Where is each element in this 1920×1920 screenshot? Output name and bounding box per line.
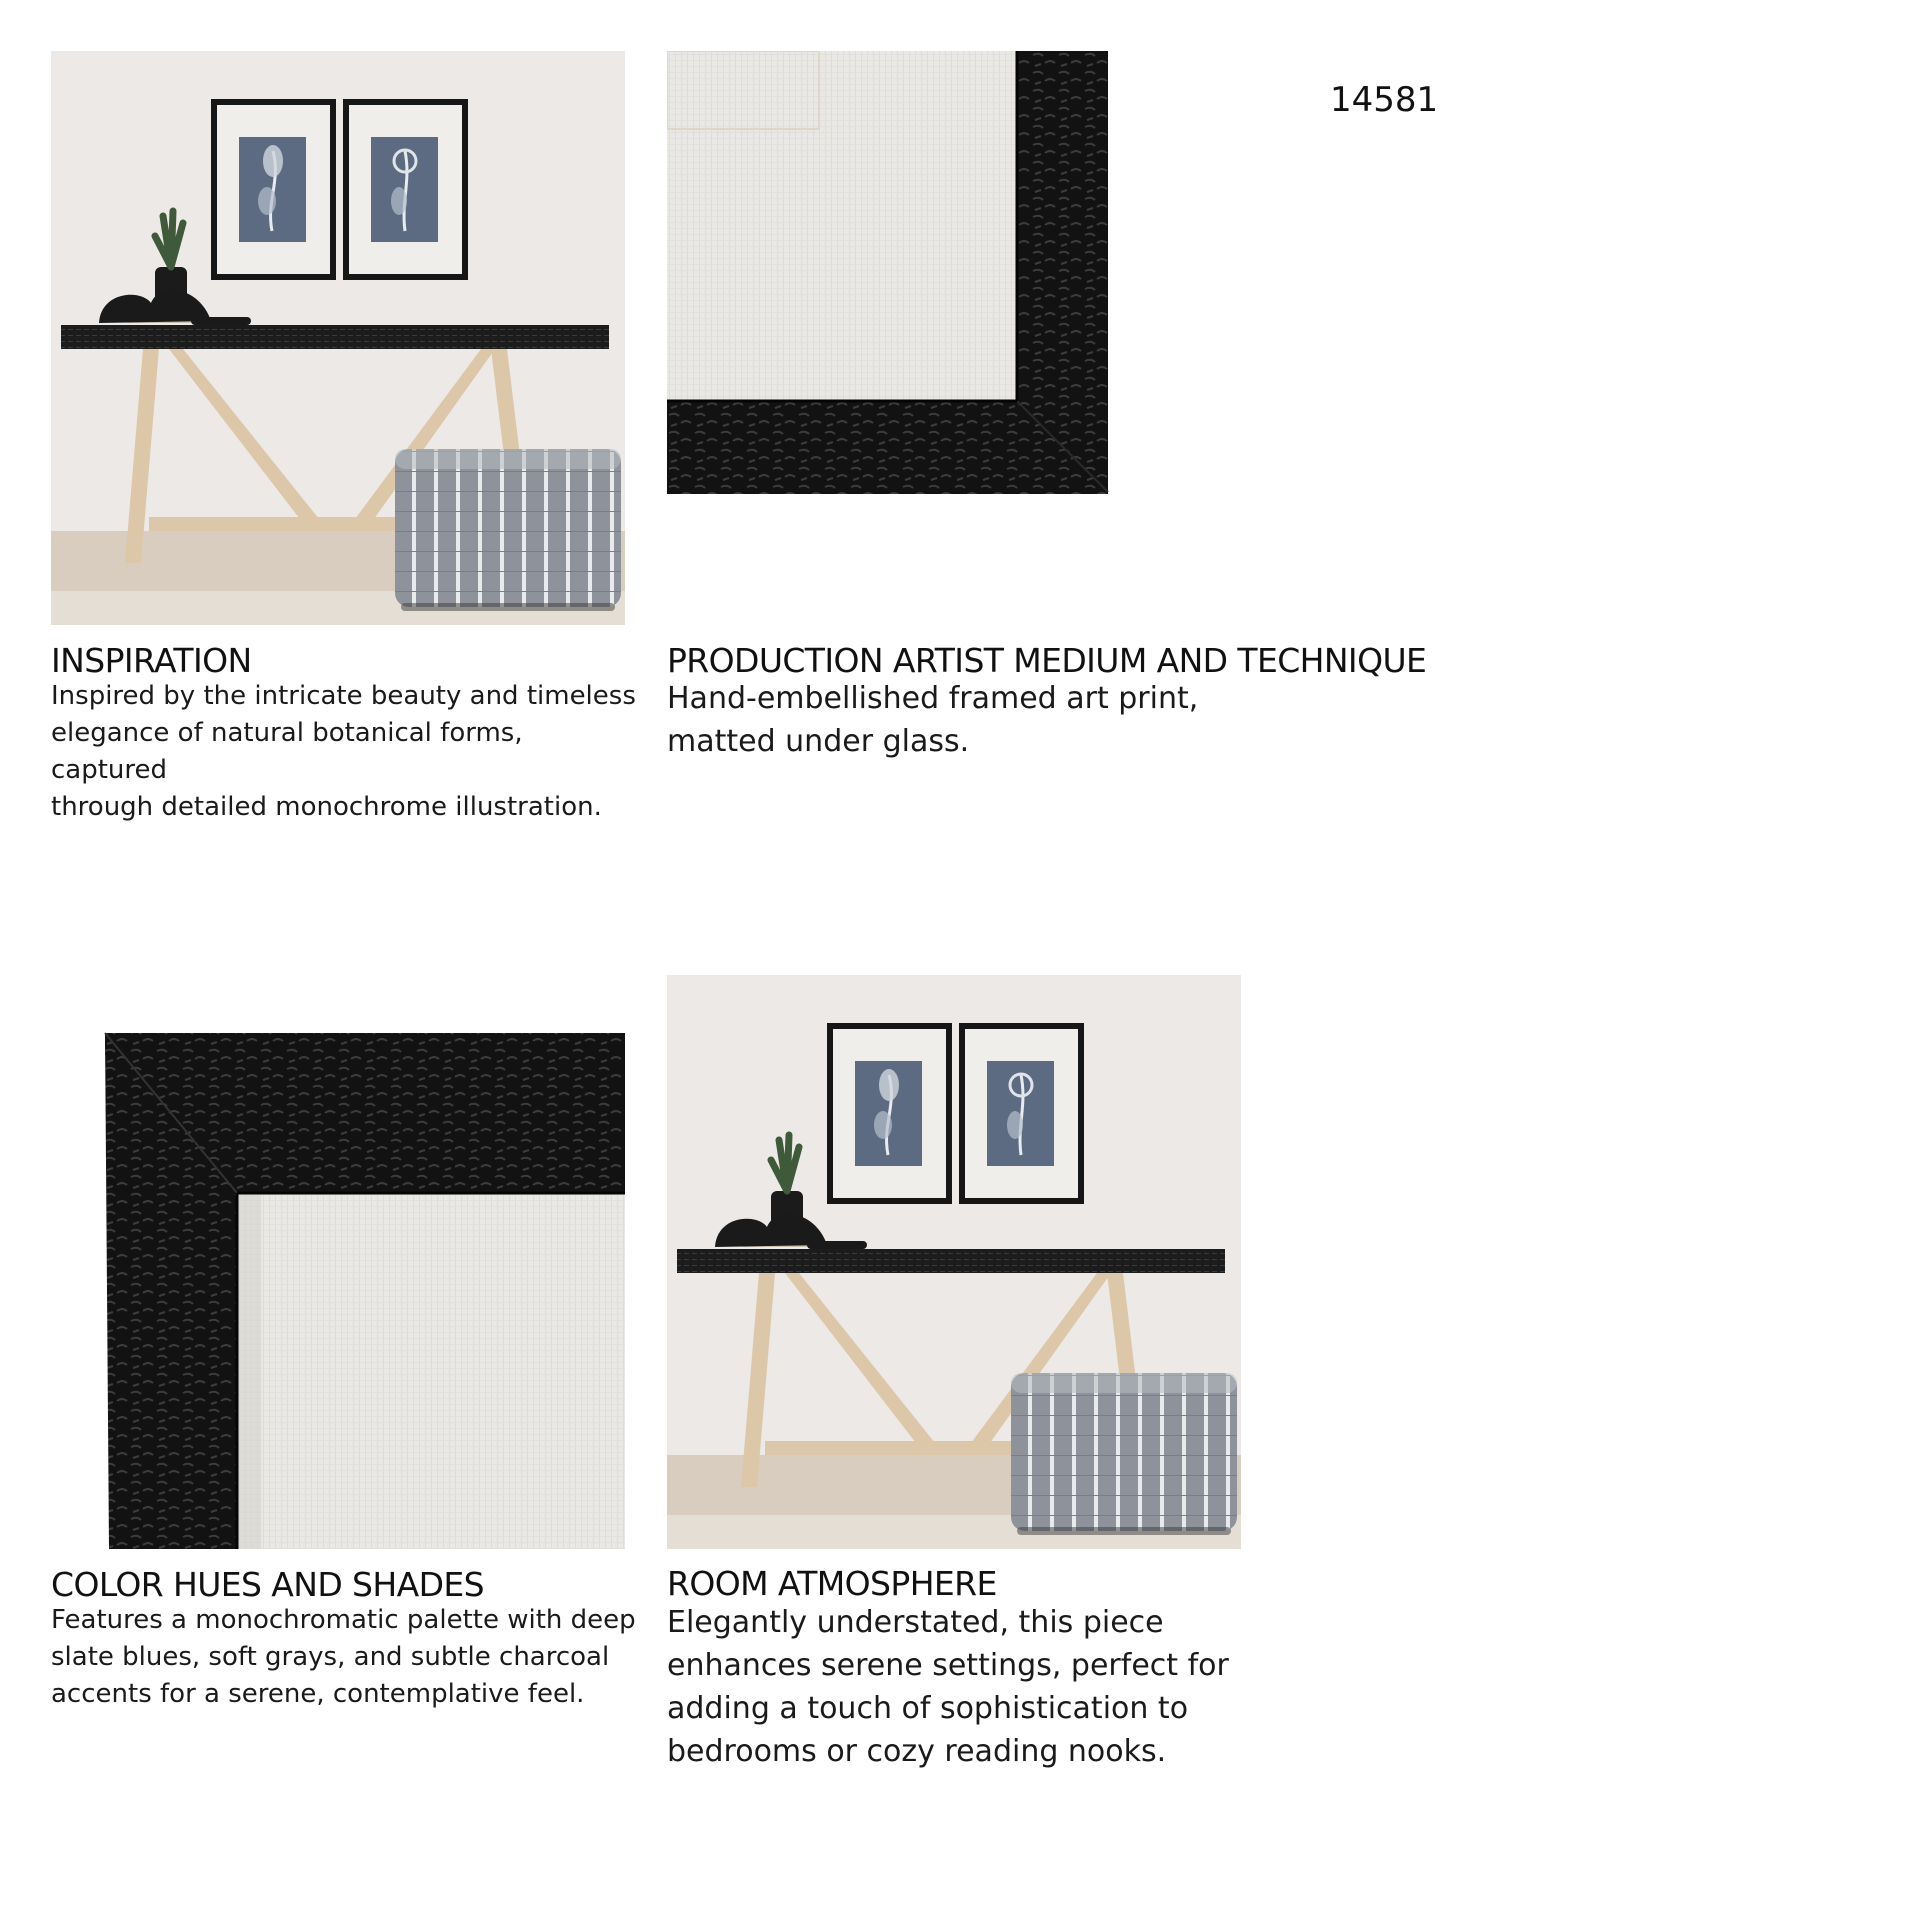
frame-corner-photo [667,51,1110,494]
text-line: bedrooms or cozy reading nooks. [667,1734,1167,1769]
text-line: matted under glass. [667,724,970,759]
text-line: slate blues, soft grays, and subtle charcoal [51,1642,610,1672]
frame-detail-photo [51,975,625,1549]
text-line: enhances serene settings, perfect for [667,1648,1229,1683]
text-line: adding a touch of sophistication to [667,1691,1189,1726]
inspiration-text [51,678,641,826]
color-text [51,1602,641,1713]
text-line: Inspired by the intricate beauty and timeless [51,681,636,711]
inspiration-heading: INSPIRATION [51,641,252,680]
text-line: elegance of natural botanical forms, captured [51,718,523,785]
text-line: through detailed monochrome illustration. [51,792,602,822]
production-text [667,677,1287,763]
text-line: Elegantly understated, this piece [667,1605,1164,1640]
room-atmosphere-photo [667,975,1241,1549]
text-line: Hand-embellished framed art print, [667,681,1199,716]
text-line: accents for a serene, contemplative feel. [51,1679,585,1709]
text-line: Features a monochromatic palette with deep [51,1605,636,1635]
production-heading: PRODUCTION ARTIST MEDIUM AND TECHNIQUE [667,641,1427,680]
room-scene-photo [51,51,625,625]
color-heading: COLOR HUES AND SHADES [51,1565,484,1604]
room-text [667,1601,1287,1773]
room-heading: ROOM ATMOSPHERE [667,1564,997,1603]
product-number: 14581 [1330,80,1439,120]
